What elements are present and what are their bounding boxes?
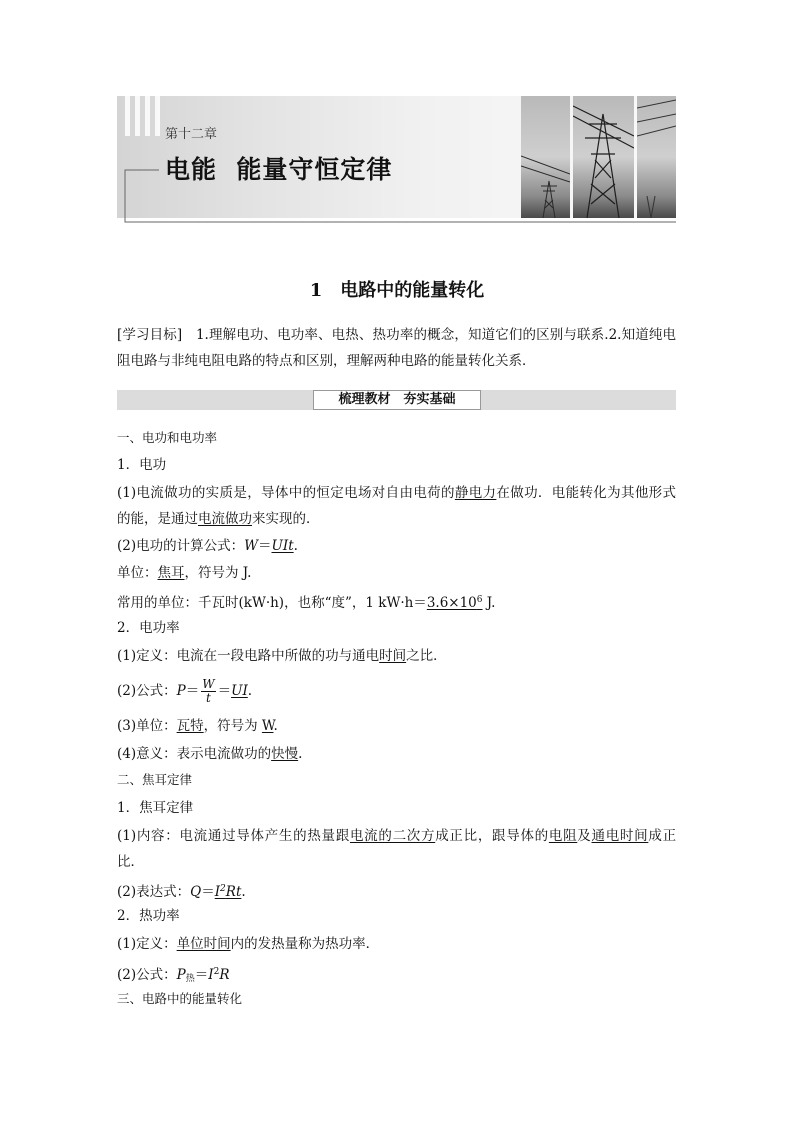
learning-objectives: [学习目标] 1.理解电功、电功率、电热、热功率的概念，知道它们的区别与联系.2.知道纯电阻电路与非纯电阻电路的特点和区别，理解两种电路的能量转化关系． (117, 327, 676, 369)
line-work-formula: (2)电功的计算公式：W＝UIt. (117, 538, 298, 554)
answer-energize-time: 通电时间 (591, 828, 649, 844)
power-tower-photos (521, 96, 676, 218)
heading-energy-conversion: 三、电路中的能量转化 (117, 991, 243, 1006)
answer-electrostatic-force: 静电力 (454, 485, 497, 501)
answer-ui: UI (231, 683, 248, 699)
subheading-electric-work: 1．电功 (117, 457, 167, 473)
line-power-meaning: (4)意义：表示电流做功的快慢. (117, 746, 303, 762)
subheading-joule-law: 1．焦耳定律 (117, 800, 194, 816)
answer-watt: 瓦特 (176, 718, 204, 734)
answer-current-work: 电流做功 (198, 511, 252, 527)
answer-speed: 快慢 (271, 746, 299, 762)
line-joule-expression: (2)表达式：$Q=I^2Rt$. (117, 884, 246, 900)
line-work-unit: 单位：焦耳，符号为 J. (117, 565, 252, 581)
line-thermal-definition: (1)定义：单位时间内的发热量称为热功率． (117, 936, 380, 952)
answer-i2rt: $I^2Rt$ (214, 884, 242, 900)
line-power-unit: (3)单位：瓦特，符号为 W. (117, 718, 278, 734)
banner-stripes (125, 96, 165, 136)
answer-joule: 焦耳 (157, 565, 185, 581)
subheading-electric-power: 2．电功率 (117, 620, 180, 636)
answer-uit: UIt (271, 538, 294, 554)
tower-icon (521, 96, 570, 218)
line-thermal-formula: (2)公式：$P_热=I^2R$ (117, 967, 230, 984)
chapter-banner (117, 96, 676, 230)
tower-photo-1 (521, 96, 570, 218)
chapter-title: 电能 能量守恒定律 (165, 155, 393, 184)
line-power-formula: (2)公式：P＝ $\frac{W}{t}$ ＝UI. (117, 677, 253, 705)
line-power-definition: (1)定义：电流在一段电路中所做的功与通电时间之比． (117, 648, 447, 664)
para-joule-content: (1)内容：电流通过导体产生的热量跟电流的二次方成正比，跟导体的电阻及通电时间成正比． (117, 828, 677, 870)
answer-unit-time: 单位时间 (176, 936, 231, 952)
section-bar (117, 390, 676, 410)
power-line-icon (637, 96, 676, 218)
answer-current-squared: 电流的二次方 (349, 828, 436, 844)
answer-time: 时间 (379, 648, 407, 664)
subheading-thermal-power: 2．热功率 (117, 908, 180, 924)
answer-resistance: 电阻 (548, 828, 578, 844)
para-work-essence: (1)电流做功的实质是，导体中的恒定电场对自由电荷的静电力在做功．电能转化为其他形式的能，是通过电流做功来实现的． (117, 485, 677, 527)
answer-kwh-value: $3.6\times 10^6$ (426, 595, 483, 611)
tower-photo-3 (637, 96, 676, 218)
tower-icon (573, 96, 634, 218)
line-common-unit: 常用的单位：千瓦时(kW·h)，也称“度”，1 $kW\cdot h=3.6\times 10^6$ J. (117, 595, 496, 611)
answer-w-symbol: W (261, 718, 274, 734)
section-bar-label: 梳理教材 夯实基础 (313, 390, 481, 410)
fraction-w-over-t: $\frac{W}{t}$ (202, 677, 215, 705)
section-title: 1 电路中的能量转化 (309, 280, 485, 301)
heading-electric-work-power: 一、电功和电功率 (117, 430, 218, 445)
chapter-label: 第十二章 (165, 127, 218, 142)
heading-joule-law: 二、焦耳定律 (117, 772, 193, 787)
tower-photo-2 (573, 96, 634, 218)
